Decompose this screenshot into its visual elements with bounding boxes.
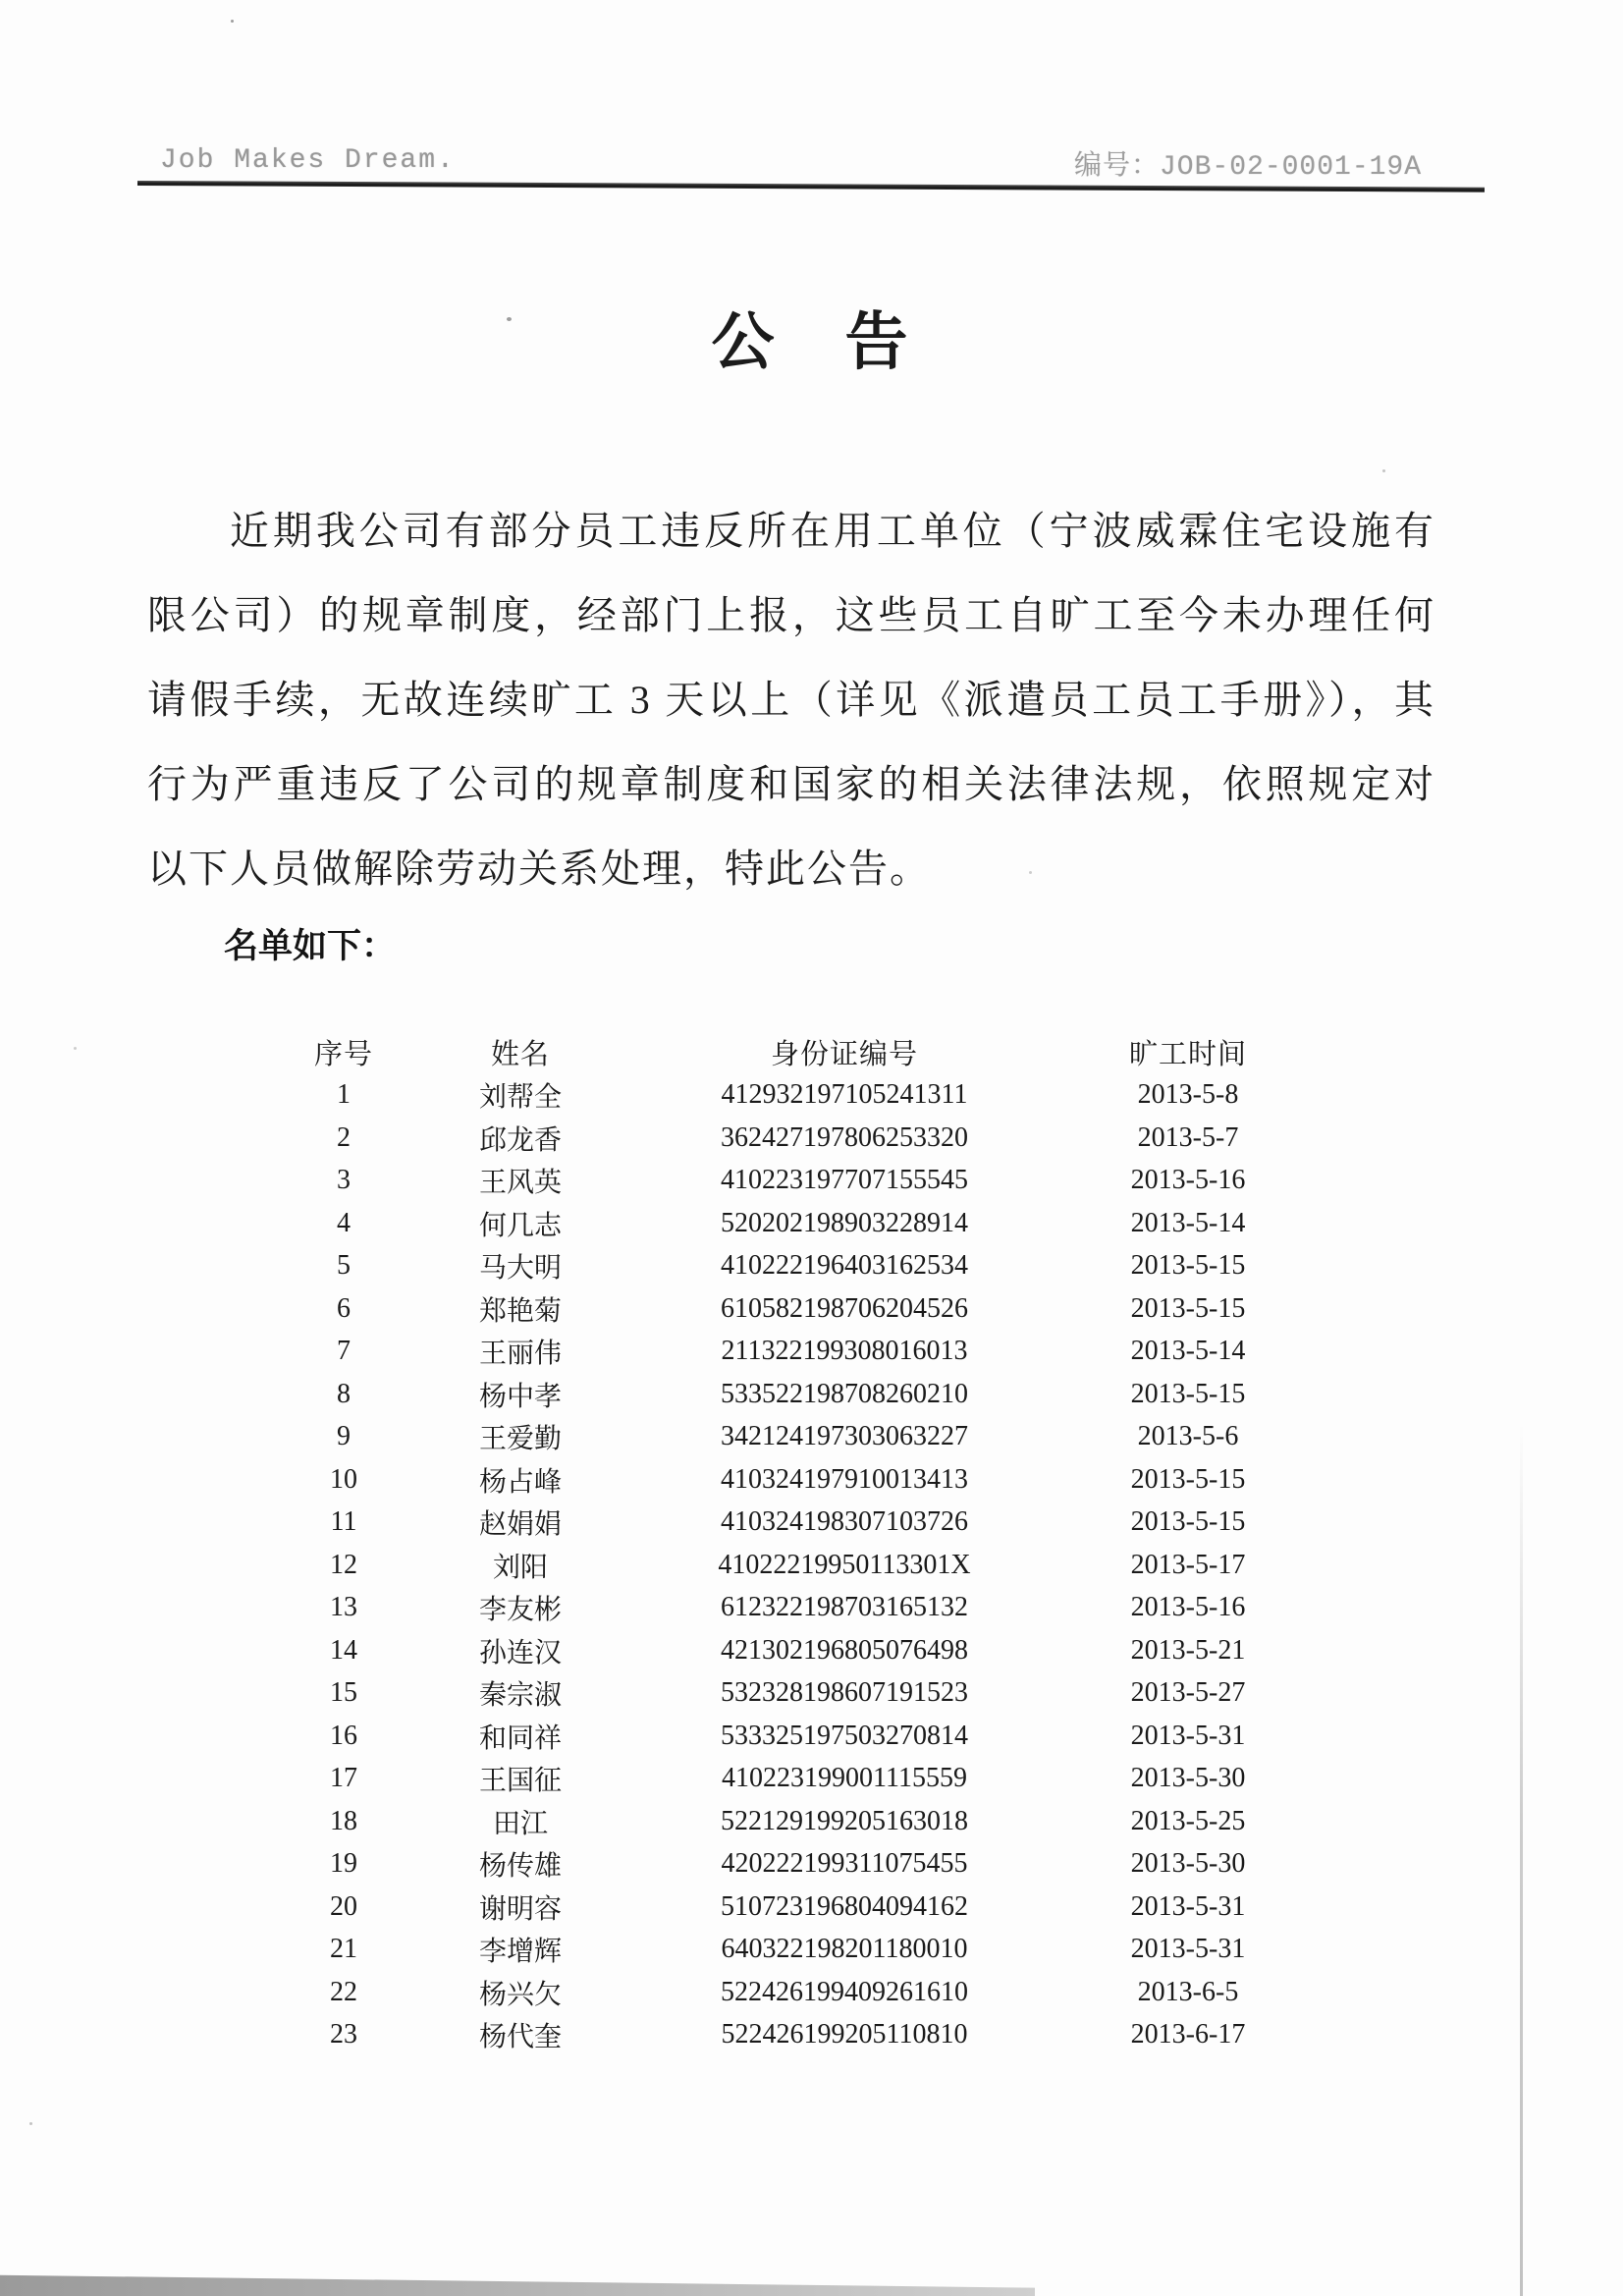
cell-id-number: 410223197707155545 — [721, 1165, 968, 1196]
cell-name: 杨占峰 — [478, 1466, 562, 1498]
cell-index: 3 — [337, 1165, 351, 1196]
cell-index: 18 — [330, 1805, 357, 1836]
cell-absence-date: 2013-5-31 — [1130, 1720, 1246, 1751]
cell-id-number: 510723196804094162 — [721, 1890, 968, 1922]
cell-name: 李友彬 — [478, 1595, 562, 1626]
cell-name: 刘阳 — [492, 1552, 548, 1583]
scan-speck — [29, 2122, 32, 2125]
scan-speck — [1029, 871, 1032, 874]
cell-name: 赵娟娟 — [478, 1509, 562, 1541]
cell-id-number: 420222199311075455 — [721, 1848, 968, 1880]
cell-name: 孙连汉 — [478, 1637, 562, 1668]
cell-index: 10 — [330, 1463, 357, 1495]
cell-name: 杨兴欠 — [478, 1979, 562, 2010]
table-row — [265, 1886, 1306, 1929]
scan-speck — [74, 1047, 77, 1050]
table-row — [265, 2014, 1306, 2057]
cell-id-number: 410223199001115559 — [722, 1763, 967, 1794]
cell-index: 1 — [337, 1079, 351, 1111]
cell-index: 9 — [337, 1421, 351, 1452]
cell-index: 8 — [337, 1378, 351, 1409]
cell-absence-date: 2013-5-15 — [1130, 1506, 1246, 1538]
table-row — [265, 1843, 1306, 1886]
table-row — [265, 1287, 1306, 1331]
table-row — [265, 1117, 1306, 1160]
cell-index: 14 — [330, 1634, 357, 1666]
cell-absence-date: 2013-5-14 — [1130, 1336, 1246, 1367]
cell-index: 7 — [337, 1336, 351, 1367]
cell-absence-date: 2013-5-16 — [1130, 1165, 1246, 1196]
cell-id-number: 421302196805076498 — [721, 1634, 968, 1666]
cell-id-number: 522426199409261610 — [721, 1976, 968, 2007]
table-row — [265, 1502, 1306, 1545]
cell-index: 6 — [337, 1292, 351, 1324]
cell-id-number: 410324198307103726 — [721, 1506, 968, 1538]
cell-index: 12 — [330, 1549, 357, 1580]
table-row — [265, 1331, 1306, 1374]
cell-id-number: 362427197806253320 — [721, 1121, 968, 1153]
cell-name: 王国征 — [478, 1766, 562, 1797]
cell-name: 郑艳菊 — [478, 1295, 562, 1327]
cell-index: 11 — [330, 1506, 357, 1538]
scan-speck — [1382, 469, 1385, 472]
cell-index: 19 — [330, 1848, 357, 1880]
cell-absence-date: 2013-5-14 — [1130, 1207, 1246, 1238]
table-row — [265, 1373, 1306, 1416]
cell-absence-date: 2013-5-15 — [1130, 1463, 1246, 1495]
cell-absence-date: 2013-5-17 — [1130, 1549, 1246, 1580]
absence-roster-table — [265, 1031, 1306, 2056]
table-row — [265, 1160, 1306, 1203]
scan-speck — [231, 20, 234, 23]
cell-name: 刘帮全 — [478, 1082, 562, 1114]
cell-id-number: 533325197503270814 — [721, 1720, 968, 1751]
table-row — [265, 1929, 1306, 1972]
cell-name: 和同祥 — [478, 1722, 562, 1754]
cell-absence-date: 2013-5-6 — [1137, 1421, 1239, 1452]
cell-name: 谢明容 — [478, 1893, 562, 1925]
body-line: 请假手续，无故连续旷工 3 天以上（详见《派遣员工员工手册》），其 — [147, 678, 1435, 722]
cell-name: 王丽伟 — [478, 1339, 562, 1370]
letterhead-slogan: Job Makes Dream. — [160, 145, 456, 176]
table-row — [265, 1715, 1306, 1758]
page-title: 公 告 — [711, 307, 912, 377]
cell-name: 秦宗淑 — [478, 1680, 562, 1712]
cell-name: 王爱勤 — [478, 1424, 562, 1455]
cell-id-number: 610582198706204526 — [721, 1292, 968, 1324]
body-line: 近期我公司有部分员工违反所在用工单位（宁波威霖住宅设施有 — [230, 509, 1435, 553]
cell-absence-date: 2013-5-16 — [1130, 1592, 1246, 1623]
cell-absence-date: 2013-5-27 — [1130, 1677, 1246, 1709]
cell-absence-date: 2013-5-8 — [1137, 1079, 1239, 1111]
cell-index: 2 — [337, 1121, 351, 1153]
body-line: 行为严重违反了公司的规章制度和国家的相关法律法规，依照规定对 — [147, 762, 1435, 806]
cell-index: 5 — [337, 1250, 351, 1282]
cell-index: 15 — [330, 1677, 357, 1709]
cell-absence-date: 2013-6-5 — [1137, 1976, 1239, 2007]
announcement-body — [147, 489, 1435, 911]
cell-id-number: 533522198708260210 — [721, 1378, 968, 1409]
cell-name: 杨代奎 — [478, 2022, 562, 2053]
table-row — [265, 1458, 1306, 1502]
table-row — [265, 1416, 1306, 1459]
cell-name: 邱龙香 — [478, 1124, 562, 1156]
table-row — [265, 1245, 1306, 1288]
cell-absence-date: 2013-5-7 — [1137, 1121, 1239, 1153]
cell-index: 13 — [330, 1592, 357, 1623]
column-header-id-number: 身份证编号 — [770, 1039, 918, 1071]
table-header-row — [265, 1031, 1306, 1074]
cell-index: 22 — [330, 1976, 357, 2007]
body-line: 以下人员做解除劳动关系处理，特此公告。 — [147, 847, 931, 891]
cell-name: 李增辉 — [478, 1937, 562, 1968]
cell-absence-date: 2013-5-30 — [1130, 1763, 1246, 1794]
cell-id-number: 412932197105241311 — [721, 1079, 968, 1111]
column-header-name: 姓名 — [490, 1039, 550, 1071]
table-row — [265, 1202, 1306, 1245]
table-row — [265, 1629, 1306, 1672]
cell-absence-date: 2013-5-15 — [1130, 1292, 1246, 1324]
cell-id-number: 410324197910013413 — [721, 1463, 968, 1495]
cell-index: 23 — [330, 2019, 357, 2050]
roster-intro-label: 名单如下： — [224, 927, 397, 965]
cell-name: 马大明 — [478, 1253, 562, 1285]
cell-absence-date: 2013-5-25 — [1130, 1805, 1246, 1836]
cell-id-number: 612322198703165132 — [721, 1592, 968, 1623]
cell-id-number: 640322198201180010 — [721, 1934, 968, 1965]
body-line: 限公司）的规章制度，经部门上报，这些员工自旷工至今未办理任何 — [147, 593, 1435, 637]
cell-id-number: 522129199205163018 — [721, 1805, 968, 1836]
cell-absence-date: 2013-5-30 — [1130, 1848, 1246, 1880]
cell-absence-date: 2013-5-31 — [1130, 1890, 1246, 1922]
column-header-index: 序号 — [313, 1039, 373, 1071]
table-row — [265, 1758, 1306, 1801]
table-row — [265, 1074, 1306, 1118]
cell-index: 16 — [330, 1720, 357, 1751]
document-number: 编号：JOB-02-0001-19A — [1074, 152, 1423, 183]
table-row — [265, 1971, 1306, 2014]
cell-index: 4 — [337, 1207, 351, 1238]
table-row — [265, 1587, 1306, 1630]
cell-name: 杨中孝 — [478, 1381, 562, 1412]
cell-id-number: 41022219950113301X — [718, 1549, 971, 1580]
cell-id-number: 532328198607191523 — [721, 1677, 968, 1709]
cell-name: 何几志 — [478, 1210, 562, 1241]
cell-absence-date: 2013-5-15 — [1130, 1250, 1246, 1282]
table-row — [265, 1800, 1306, 1843]
scan-corner-shadow — [0, 2270, 1035, 2296]
scan-speck — [507, 317, 512, 321]
cell-name: 田江 — [492, 1808, 548, 1839]
cell-name: 王风英 — [478, 1168, 562, 1199]
cell-index: 21 — [330, 1934, 357, 1965]
cell-id-number: 342124197303063227 — [721, 1421, 968, 1452]
cell-id-number: 522426199205110810 — [721, 2019, 968, 2050]
cell-index: 17 — [330, 1763, 357, 1794]
cell-name: 杨传雄 — [478, 1851, 562, 1883]
table-body — [265, 1074, 1306, 2057]
cell-absence-date: 2013-6-17 — [1130, 2019, 1246, 2050]
cell-id-number: 211322199308016013 — [721, 1336, 968, 1367]
cell-id-number: 410222196403162534 — [721, 1250, 968, 1282]
page-edge-shadow — [1520, 1424, 1523, 2296]
cell-absence-date: 2013-5-15 — [1130, 1378, 1246, 1409]
cell-index: 20 — [330, 1890, 357, 1922]
cell-id-number: 520202198903228914 — [721, 1207, 968, 1238]
table-row — [265, 1544, 1306, 1587]
table-row — [265, 1672, 1306, 1716]
cell-absence-date: 2013-5-21 — [1130, 1634, 1246, 1666]
cell-absence-date: 2013-5-31 — [1130, 1934, 1246, 1965]
column-header-absence-date: 旷工时间 — [1128, 1039, 1247, 1071]
